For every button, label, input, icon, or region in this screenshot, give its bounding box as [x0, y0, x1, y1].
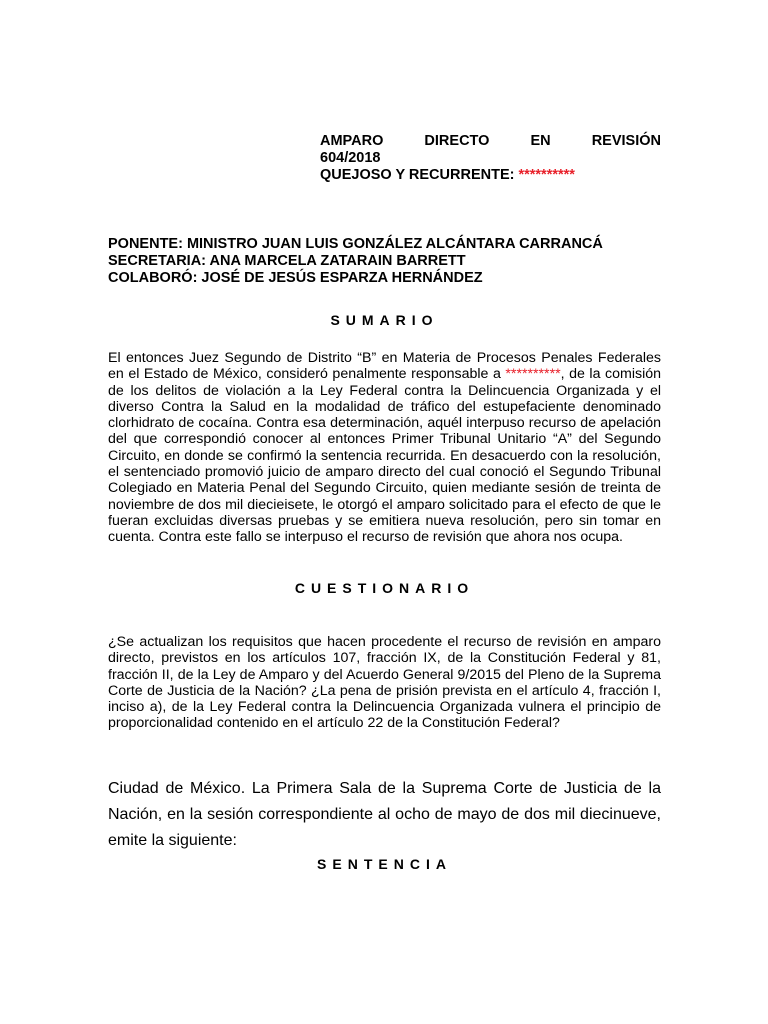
sumario-redacted-name: ********** — [505, 366, 561, 383]
case-header — [320, 133, 661, 184]
quejoso-label: QUEJOSO Y RECURRENTE: — [320, 167, 519, 183]
sumario-heading: SUMARIO — [330, 312, 439, 328]
credits-block — [108, 236, 668, 287]
sentencia-heading: SENTENCIA — [317, 856, 452, 872]
intro-paragraph: Ciudad de México. La Primera Sala de la Suprema Corte de Justicia de la Nación, en la sesión correspondiente al ocho de mayo de dos mil diecinueve, emite la siguiente: — [108, 780, 661, 849]
sumario-paragraph — [108, 350, 661, 546]
cuestionario-paragraph: ¿Se actualizan los requisitos que hacen procedente el recurso de revisión en amparo directo, previstos en los artículos 107, fracción IX, de la Constitución Federal y 81, fracción II, de la Ley de Amparo y del Acuerdo General 9/2015 del Pleno de la Suprema Corte de Justicia de la Nación? ¿La pena de prisión prevista en el artículo 4, fracción I, inciso a), de la Ley Federal contra la Delincuencia Organizada vulnera el principio de proporcionalidad contenido en el artículo 22 de la Constitución Federal? — [108, 634, 661, 732]
quejoso-line — [320, 167, 661, 184]
quejoso-redacted-name: ********** — [518, 167, 575, 183]
ponente-line: PONENTE: MINISTRO JUAN LUIS GONZÁLEZ ALCÁNTARA CARRANCÁ — [108, 236, 603, 252]
cuestionario-heading: CUESTIONARIO — [294, 580, 475, 596]
sumario-text-before: El entonces Juez Segundo de Distrito “B” en Materia de Procesos Penales Federales en el Estado de México, consideró penalmente responsable a — [108, 350, 661, 383]
case-number: 604/2018 — [320, 150, 381, 166]
case-type-title: AMPARO DIRECTO EN REVISIÓN — [320, 133, 661, 149]
colaboro-line: COLABORÓ: JOSÉ DE JESÚS ESPARZA HERNÁNDEZ — [108, 270, 483, 286]
sumario-text-after: , de la comisión de los delitos de violación a la Ley Federal contra la Delincuencia Organizada y el diverso Contra la Salud en la modalidad de tráfico del estupefaciente denominado clorhidrato de cocaína. Contra esa determinación, aquél interpuso recurso de apelación del que correspondió conocer al entonces Primer Tribunal Unitario “A” del Segundo Circuito, en donde se confirmó la sentencia recurrida. En desacuerdo con la resolución, el sentenciado promovió juicio de amparo directo del cual conoció el Segundo Tribunal Colegiado en Materia Penal del Segundo Circuito, quien mediante sesión de treinta de noviembre de dos mil diecieisete, le otorgó el amparo solicitado para el efecto de que le fueran excluidas diversas pruebas y se emitiera nueva resolución, pero sin tomar en cuenta. Contra este fallo se interpuso el recurso de revisión que ahora nos ocupa. — [108, 366, 662, 546]
secretaria-line: SECRETARIA: ANA MARCELA ZATARAIN BARRETT — [108, 253, 466, 269]
